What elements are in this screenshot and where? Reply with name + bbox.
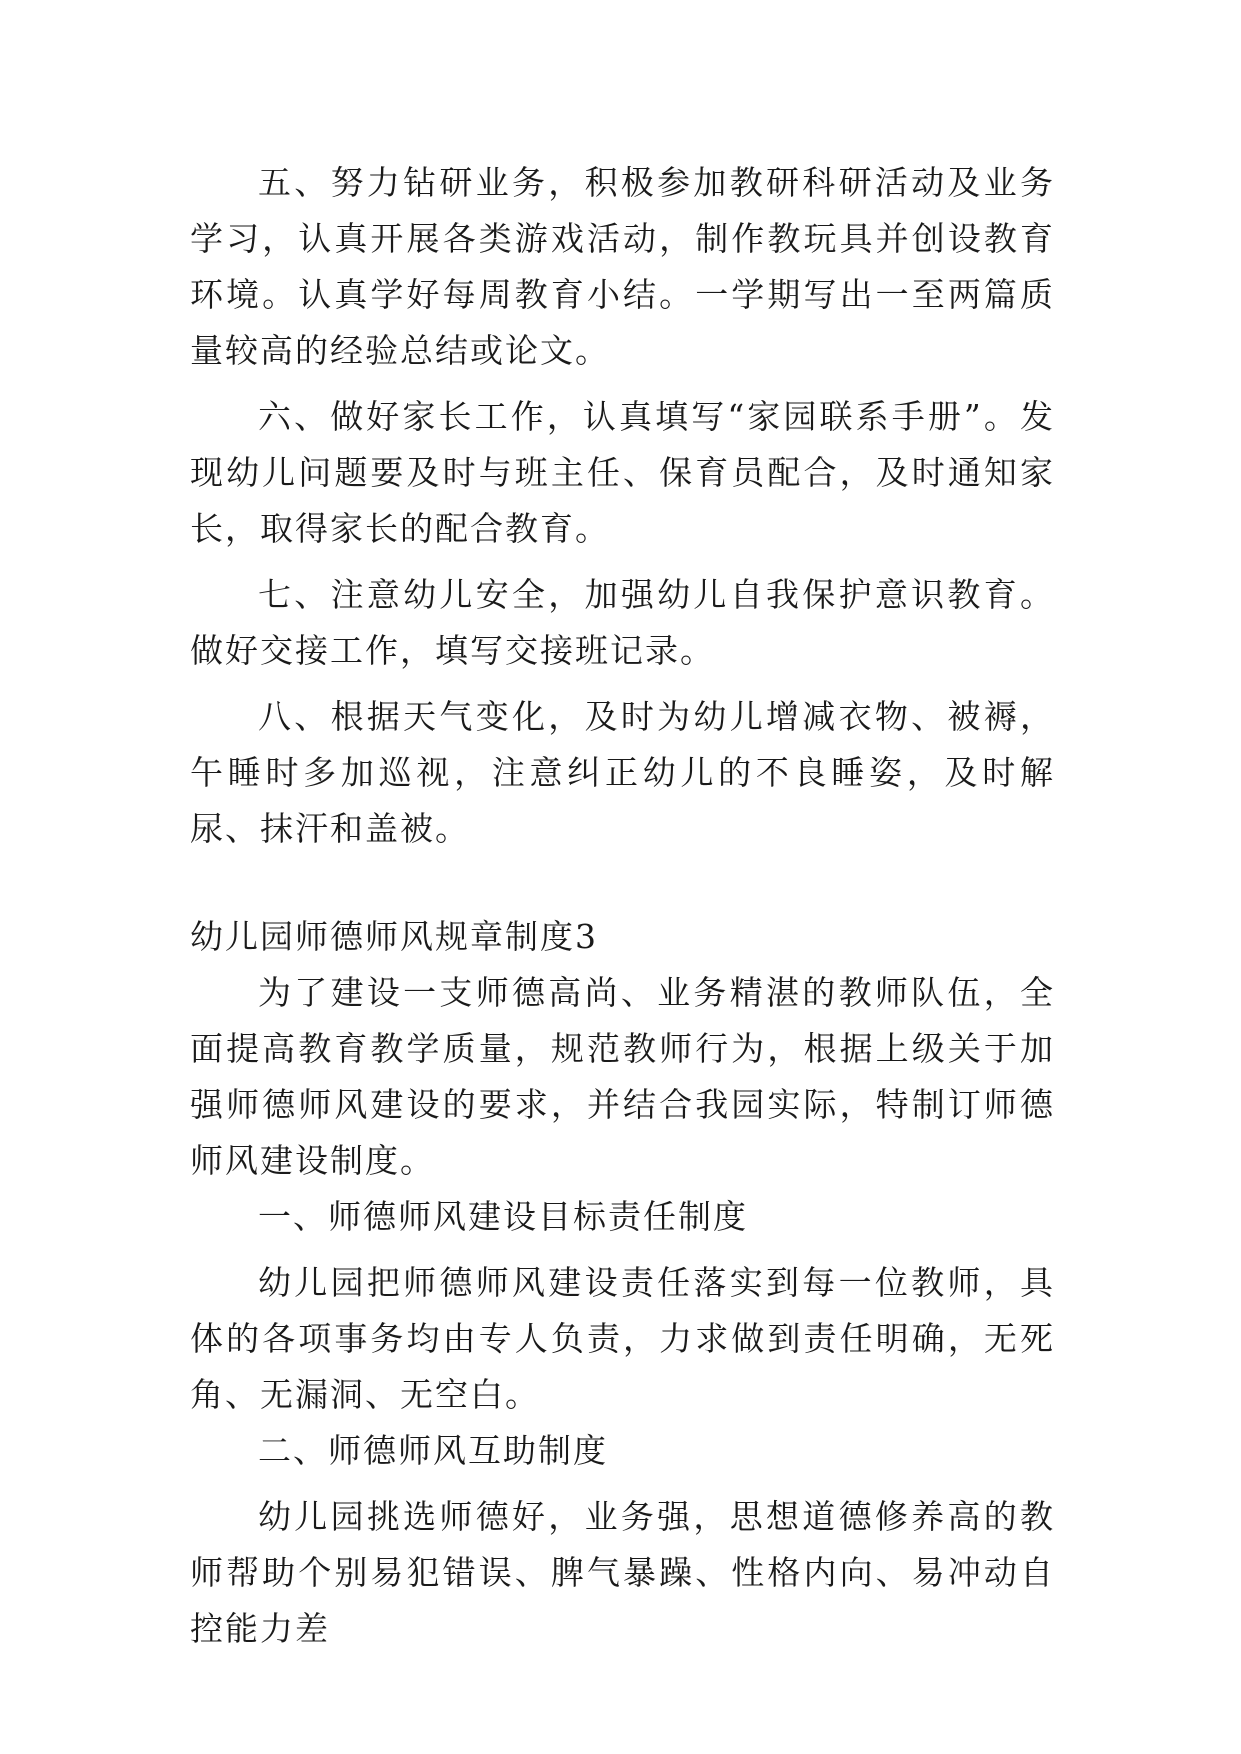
document-page [190, 155, 1055, 1657]
paragraph-item-8: 八、根据天气变化，及时为幼儿增减衣物、被褥，午睡时多加巡视，注意纠正幼儿的不良睡姿，及时解尿、抹汗和盖被。 [190, 697, 1055, 848]
paragraph-item-5: 五、努力钻研业务，积极参加教研科研活动及业务学习，认真开展各类游戏活动，制作教玩具并创设教育环境。认真学好每周教育小结。一学期写出一至两篇质量较高的经验总结或论文。 [190, 163, 1055, 370]
item1-body: 幼儿园把师德师风建设责任落实到每一位教师，具体的各项事务均由专人负责，力求做到责任明确，无死角、无漏洞、无空白。 [190, 1263, 1055, 1414]
item2-heading: 二、师德师风互助制度 [258, 1431, 608, 1470]
intro-paragraph: 为了建设一支师德高尚、业务精湛的教师队伍，全面提高教育教学质量，规范教师行为，根据上级关于加强师德师风建设的要求，并结合我园实际，特制订师德师风建设制度。 [190, 973, 1055, 1180]
paragraph-item-7: 七、注意幼儿安全，加强幼儿自我保护意识教育。做好交接工作，填写交接班记录。 [190, 575, 1055, 670]
section-title: 幼儿园师德师风规章制度3 [190, 917, 598, 956]
paragraph-item-6: 六、做好家长工作，认真填写“家园联系手册”。发现幼儿问题要及时与班主任、保育员配合，及时通知家长，取得家长的配合教育。 [190, 397, 1055, 548]
item1-heading: 一、师德师风建设目标责任制度 [258, 1197, 748, 1236]
item2-body: 幼儿园挑选师德好，业务强，思想道德修养高的教师帮助个别易犯错误、脾气暴躁、性格内向、易冲动自控能力差 [190, 1497, 1055, 1648]
